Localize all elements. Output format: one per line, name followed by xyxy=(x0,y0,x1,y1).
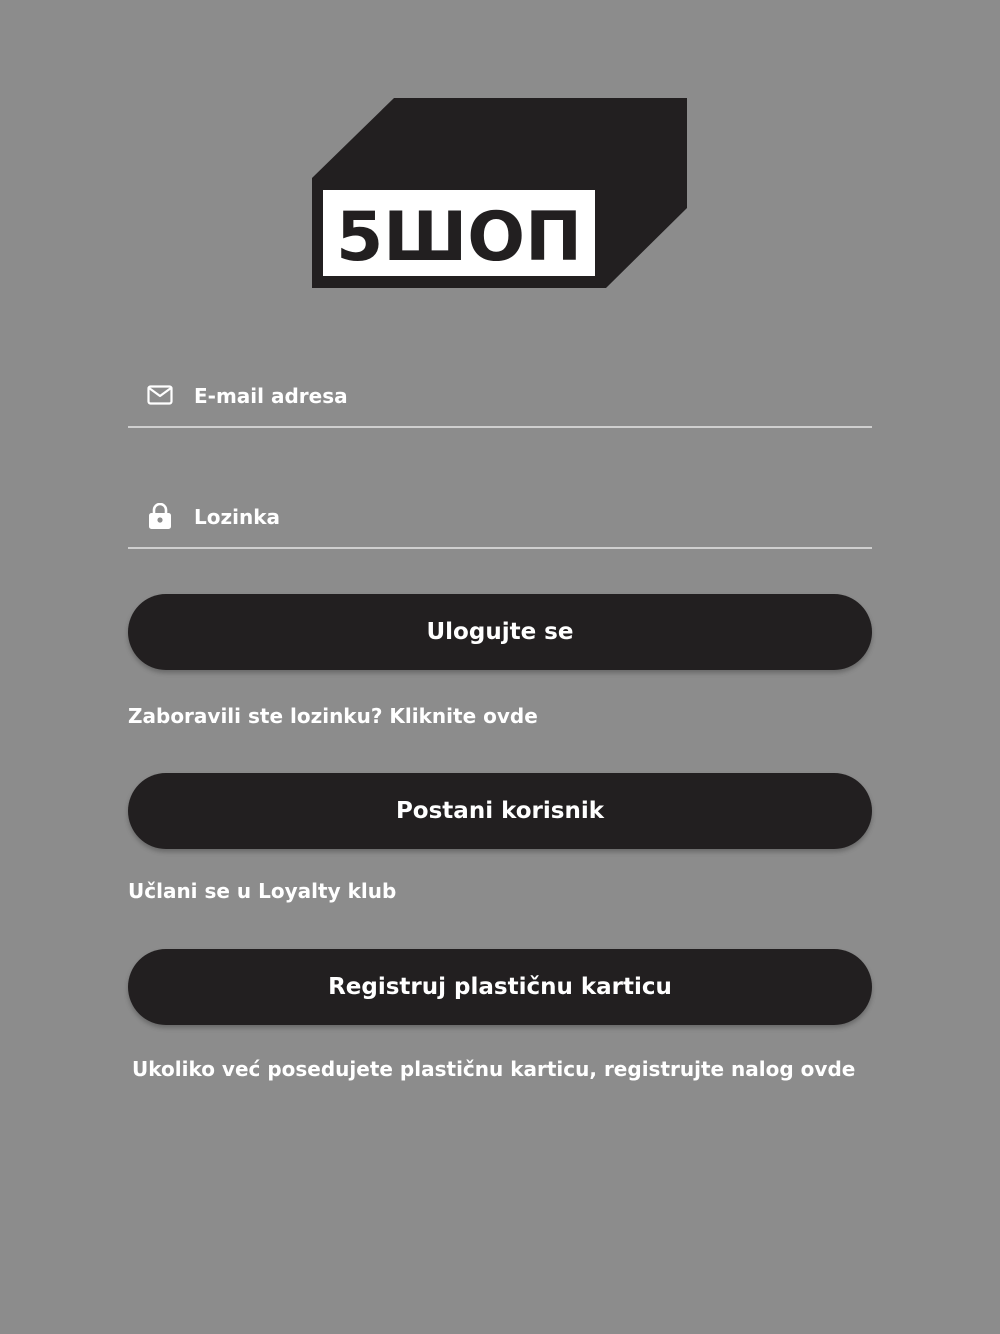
loyalty-club-link[interactable]: Učlani se u Loyalty klub xyxy=(128,879,397,903)
logo-text: 5ШОП xyxy=(335,198,583,277)
envelope-icon xyxy=(147,382,173,408)
register-card-hint-link[interactable]: Ukoliko već posedujete plastičnu karticu, registrujte nalog ovde xyxy=(132,1057,856,1081)
password-field xyxy=(128,487,872,549)
register-button[interactable]: Postani korisnik xyxy=(128,773,872,849)
email-field xyxy=(128,366,872,428)
lock-icon xyxy=(147,503,173,529)
login-button[interactable]: Ulogujte se xyxy=(128,594,872,670)
forgot-password-link[interactable]: Zaboravili ste lozinku? Kliknite ovde xyxy=(128,704,538,728)
password-input[interactable] xyxy=(194,499,844,535)
brand-logo xyxy=(312,98,688,289)
register-card-button[interactable]: Registruj plastičnu karticu xyxy=(128,949,872,1025)
email-input[interactable] xyxy=(194,378,844,414)
